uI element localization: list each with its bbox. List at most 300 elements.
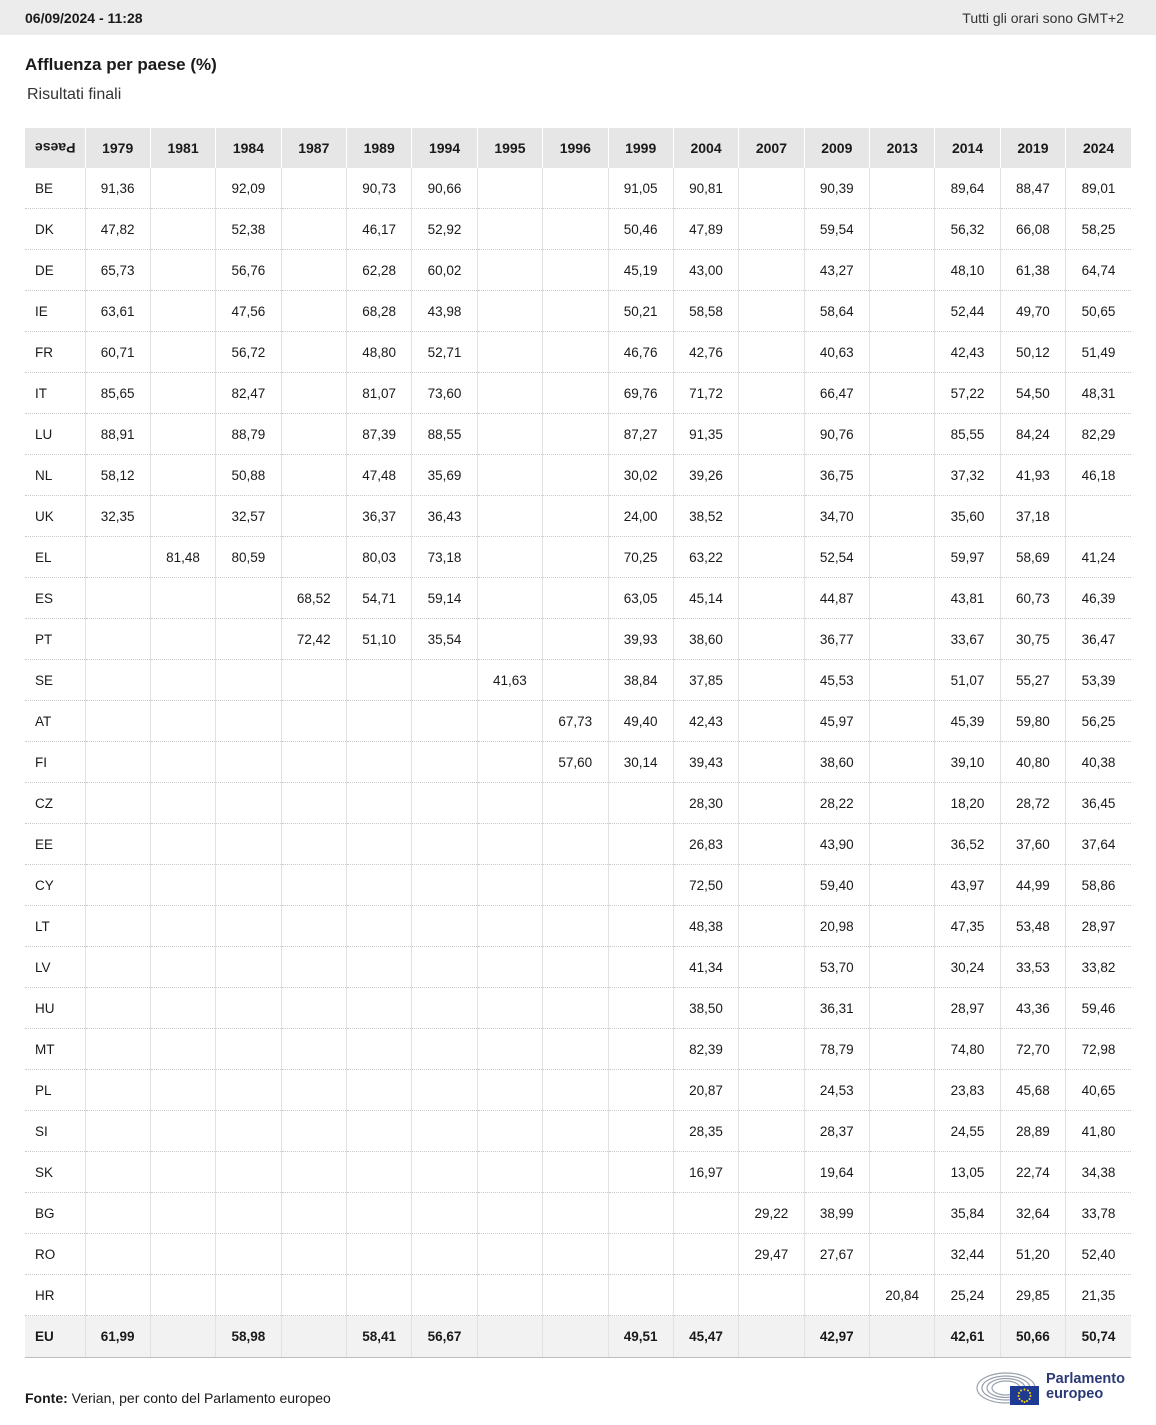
country-code-cell: UK — [25, 496, 85, 537]
logo-line-1: Parlamento — [1046, 1371, 1125, 1387]
turnout-cell — [347, 1275, 412, 1316]
table-row — [25, 988, 1131, 1029]
turnout-cell: 63,22 — [673, 537, 738, 578]
turnout-cell — [870, 1111, 935, 1152]
turnout-cell: 88,91 — [85, 414, 150, 455]
turnout-cell — [216, 1193, 281, 1234]
turnout-cell: 39,93 — [608, 619, 673, 660]
turnout-cell — [739, 988, 804, 1029]
turnout-cell: 82,39 — [673, 1029, 738, 1070]
turnout-cell — [477, 742, 542, 783]
turnout-cell — [150, 619, 215, 660]
turnout-cell: 36,45 — [1066, 783, 1131, 824]
turnout-cell: 28,37 — [804, 1111, 869, 1152]
country-code-cell: AT — [25, 701, 85, 742]
turnout-cell: 24,53 — [804, 1070, 869, 1111]
turnout-cell: 40,63 — [804, 332, 869, 373]
source-footer — [25, 1390, 331, 1406]
turnout-cell — [281, 783, 346, 824]
turnout-cell — [281, 1234, 346, 1275]
turnout-cell — [870, 578, 935, 619]
turnout-cell: 32,44 — [935, 1234, 1000, 1275]
turnout-cell — [150, 783, 215, 824]
turnout-cell — [412, 865, 477, 906]
turnout-cell: 42,43 — [673, 701, 738, 742]
turnout-cell — [85, 865, 150, 906]
turnout-cell: 47,82 — [85, 209, 150, 250]
table-row — [25, 1111, 1131, 1152]
table-row — [25, 373, 1131, 414]
table-row — [25, 865, 1131, 906]
turnout-cell — [85, 1234, 150, 1275]
turnout-cell — [543, 906, 608, 947]
source-label: Fonte: — [25, 1390, 68, 1406]
turnout-cell — [477, 455, 542, 496]
turnout-cell: 72,50 — [673, 865, 738, 906]
turnout-cell — [216, 660, 281, 701]
table-row — [25, 701, 1131, 742]
turnout-cell — [870, 988, 935, 1029]
turnout-cell — [477, 1275, 542, 1316]
turnout-cell — [870, 783, 935, 824]
country-code-cell: HU — [25, 988, 85, 1029]
turnout-cell — [150, 660, 215, 701]
turnout-cell — [150, 1275, 215, 1316]
turnout-cell — [150, 1152, 215, 1193]
column-header-year: 2014 — [935, 128, 1000, 168]
turnout-cell — [543, 1029, 608, 1070]
turnout-cell: 40,80 — [1000, 742, 1065, 783]
turnout-cell: 48,38 — [673, 906, 738, 947]
turnout-cell: 82,29 — [1066, 414, 1131, 455]
table-row — [25, 578, 1131, 619]
turnout-cell — [85, 1275, 150, 1316]
turnout-cell — [216, 701, 281, 742]
turnout-cell: 37,85 — [673, 660, 738, 701]
turnout-cell: 46,18 — [1066, 455, 1131, 496]
turnout-cell: 58,58 — [673, 291, 738, 332]
turnout-cell: 47,89 — [673, 209, 738, 250]
turnout-cell — [281, 537, 346, 578]
turnout-cell — [608, 1193, 673, 1234]
turnout-cell — [85, 1193, 150, 1234]
turnout-cell — [608, 824, 673, 865]
turnout-cell — [150, 250, 215, 291]
turnout-cell: 37,18 — [1000, 496, 1065, 537]
turnout-cell — [477, 619, 542, 660]
turnout-cell — [281, 373, 346, 414]
turnout-cell — [412, 1193, 477, 1234]
turnout-cell — [150, 291, 215, 332]
turnout-cell: 50,21 — [608, 291, 673, 332]
turnout-cell — [216, 1029, 281, 1070]
turnout-cell: 50,65 — [1066, 291, 1131, 332]
turnout-cell — [543, 1152, 608, 1193]
turnout-cell: 35,60 — [935, 496, 1000, 537]
turnout-cell — [870, 865, 935, 906]
parliament-logo — [976, 1368, 1125, 1406]
country-code-cell: SE — [25, 660, 85, 701]
turnout-cell: 48,80 — [347, 332, 412, 373]
turnout-cell — [739, 373, 804, 414]
turnout-cell: 38,52 — [673, 496, 738, 537]
turnout-cell — [543, 168, 608, 209]
turnout-cell — [543, 865, 608, 906]
turnout-cell — [870, 496, 935, 537]
turnout-cell: 59,14 — [412, 578, 477, 619]
turnout-cell — [85, 660, 150, 701]
turnout-cell — [739, 1275, 804, 1316]
turnout-cell — [870, 537, 935, 578]
turnout-cell — [281, 865, 346, 906]
column-header-year: 1981 — [150, 128, 215, 168]
turnout-cell — [150, 1234, 215, 1275]
turnout-cell: 59,54 — [804, 209, 869, 250]
turnout-cell — [150, 988, 215, 1029]
country-code-cell: PT — [25, 619, 85, 660]
turnout-cell — [608, 906, 673, 947]
turnout-cell: 28,35 — [673, 1111, 738, 1152]
turnout-cell — [412, 947, 477, 988]
turnout-cell: 74,80 — [935, 1029, 1000, 1070]
turnout-cell: 30,75 — [1000, 619, 1065, 660]
turnout-cell — [870, 619, 935, 660]
turnout-cell: 50,12 — [1000, 332, 1065, 373]
turnout-cell — [412, 660, 477, 701]
turnout-cell — [870, 1234, 935, 1275]
turnout-cell: 39,10 — [935, 742, 1000, 783]
turnout-cell: 38,60 — [804, 742, 869, 783]
column-header-year: 2004 — [673, 128, 738, 168]
turnout-cell — [739, 1316, 804, 1358]
turnout-cell — [739, 1152, 804, 1193]
turnout-cell: 56,67 — [412, 1316, 477, 1358]
turnout-cell — [739, 168, 804, 209]
table-row — [25, 1070, 1131, 1111]
turnout-cell — [543, 250, 608, 291]
table-row — [25, 619, 1131, 660]
column-header-year: 2013 — [870, 128, 935, 168]
turnout-cell: 47,48 — [347, 455, 412, 496]
turnout-cell — [85, 742, 150, 783]
turnout-cell: 37,64 — [1066, 824, 1131, 865]
country-code-cell: FI — [25, 742, 85, 783]
turnout-cell: 52,71 — [412, 332, 477, 373]
table-row — [25, 1275, 1131, 1316]
turnout-cell: 34,70 — [804, 496, 869, 537]
turnout-cell: 72,98 — [1066, 1029, 1131, 1070]
turnout-cell: 42,61 — [935, 1316, 1000, 1358]
turnout-cell — [150, 496, 215, 537]
turnout-cell — [543, 414, 608, 455]
turnout-cell — [543, 1111, 608, 1152]
table-header-row — [25, 128, 1131, 168]
turnout-cell — [281, 1111, 346, 1152]
turnout-cell — [347, 1152, 412, 1193]
turnout-cell — [477, 783, 542, 824]
turnout-cell — [412, 742, 477, 783]
turnout-cell: 38,84 — [608, 660, 673, 701]
turnout-cell: 56,25 — [1066, 701, 1131, 742]
turnout-cell — [347, 1193, 412, 1234]
turnout-cell: 32,64 — [1000, 1193, 1065, 1234]
column-header-country: Paese — [25, 128, 85, 168]
turnout-cell — [412, 701, 477, 742]
turnout-cell — [739, 947, 804, 988]
table-row — [25, 947, 1131, 988]
turnout-cell: 59,97 — [935, 537, 1000, 578]
turnout-cell: 47,56 — [216, 291, 281, 332]
country-code-cell: LV — [25, 947, 85, 988]
turnout-cell — [150, 1111, 215, 1152]
turnout-cell: 28,22 — [804, 783, 869, 824]
turnout-cell — [608, 1029, 673, 1070]
turnout-cell — [281, 1152, 346, 1193]
turnout-cell: 72,42 — [281, 619, 346, 660]
turnout-cell — [543, 1275, 608, 1316]
turnout-cell — [216, 865, 281, 906]
turnout-cell: 29,85 — [1000, 1275, 1065, 1316]
turnout-cell: 28,89 — [1000, 1111, 1065, 1152]
turnout-cell — [150, 1316, 215, 1358]
turnout-cell — [150, 414, 215, 455]
turnout-cell: 88,79 — [216, 414, 281, 455]
turnout-cell: 30,14 — [608, 742, 673, 783]
turnout-cell: 36,31 — [804, 988, 869, 1029]
turnout-cell: 39,43 — [673, 742, 738, 783]
turnout-cell: 20,98 — [804, 906, 869, 947]
turnout-cell: 53,48 — [1000, 906, 1065, 947]
turnout-cell: 45,47 — [673, 1316, 738, 1358]
turnout-cell: 85,65 — [85, 373, 150, 414]
turnout-cell — [739, 414, 804, 455]
turnout-cell: 36,75 — [804, 455, 869, 496]
turnout-cell — [477, 1111, 542, 1152]
turnout-cell: 51,20 — [1000, 1234, 1065, 1275]
turnout-cell — [608, 783, 673, 824]
turnout-cell — [150, 578, 215, 619]
turnout-cell: 20,87 — [673, 1070, 738, 1111]
turnout-cell: 32,35 — [85, 496, 150, 537]
turnout-cell: 45,97 — [804, 701, 869, 742]
turnout-cell — [347, 1029, 412, 1070]
country-code-cell: ES — [25, 578, 85, 619]
turnout-cell — [150, 824, 215, 865]
turnout-cell — [870, 455, 935, 496]
turnout-cell — [739, 1111, 804, 1152]
turnout-cell: 58,98 — [216, 1316, 281, 1358]
turnout-cell — [216, 619, 281, 660]
turnout-cell — [281, 414, 346, 455]
turnout-cell — [870, 824, 935, 865]
turnout-cell — [870, 1029, 935, 1070]
turnout-cell — [150, 701, 215, 742]
column-header-year: 1979 — [85, 128, 150, 168]
turnout-cell — [412, 906, 477, 947]
turnout-cell — [281, 660, 346, 701]
turnout-cell — [543, 1193, 608, 1234]
turnout-cell — [739, 824, 804, 865]
turnout-cell: 36,43 — [412, 496, 477, 537]
turnout-cell: 49,40 — [608, 701, 673, 742]
turnout-cell — [739, 783, 804, 824]
turnout-cell — [281, 1275, 346, 1316]
turnout-cell: 36,52 — [935, 824, 1000, 865]
turnout-cell — [412, 988, 477, 1029]
country-code-cell: LT — [25, 906, 85, 947]
column-header-year: 1989 — [347, 128, 412, 168]
turnout-cell — [543, 824, 608, 865]
turnout-cell: 44,99 — [1000, 865, 1065, 906]
turnout-cell — [477, 250, 542, 291]
table-row — [25, 209, 1131, 250]
turnout-cell: 66,47 — [804, 373, 869, 414]
turnout-cell — [608, 947, 673, 988]
turnout-cell: 41,80 — [1066, 1111, 1131, 1152]
turnout-cell — [870, 1152, 935, 1193]
turnout-cell — [477, 947, 542, 988]
turnout-cell — [85, 824, 150, 865]
turnout-cell — [347, 906, 412, 947]
turnout-cell — [281, 824, 346, 865]
table-row — [25, 414, 1131, 455]
turnout-cell — [347, 865, 412, 906]
turnout-cell: 91,36 — [85, 168, 150, 209]
turnout-cell: 41,34 — [673, 947, 738, 988]
turnout-cell — [347, 988, 412, 1029]
turnout-cell: 54,71 — [347, 578, 412, 619]
column-header-year: 2019 — [1000, 128, 1065, 168]
turnout-cell — [477, 906, 542, 947]
logo-line-2: europeo — [1046, 1386, 1104, 1402]
turnout-cell — [412, 1234, 477, 1275]
turnout-cell: 88,47 — [1000, 168, 1065, 209]
turnout-cell — [543, 209, 608, 250]
turnout-cell — [739, 865, 804, 906]
turnout-cell: 63,61 — [85, 291, 150, 332]
turnout-cell — [347, 1070, 412, 1111]
turnout-cell — [216, 742, 281, 783]
turnout-cell — [477, 373, 542, 414]
country-code-cell: MT — [25, 1029, 85, 1070]
turnout-cell — [739, 496, 804, 537]
turnout-cell — [739, 660, 804, 701]
turnout-cell — [608, 865, 673, 906]
turnout-cell — [543, 496, 608, 537]
turnout-cell: 64,74 — [1066, 250, 1131, 291]
turnout-cell: 42,43 — [935, 332, 1000, 373]
country-code-cell: NL — [25, 455, 85, 496]
turnout-cell: 24,00 — [608, 496, 673, 537]
turnout-cell — [281, 168, 346, 209]
turnout-cell — [870, 1070, 935, 1111]
turnout-cell: 48,31 — [1066, 373, 1131, 414]
country-code-cell: IE — [25, 291, 85, 332]
turnout-cell: 53,70 — [804, 947, 869, 988]
turnout-cell: 52,40 — [1066, 1234, 1131, 1275]
turnout-cell — [281, 1029, 346, 1070]
turnout-cell: 19,64 — [804, 1152, 869, 1193]
turnout-cell — [347, 742, 412, 783]
turnout-cell: 73,18 — [412, 537, 477, 578]
turnout-cell — [608, 1111, 673, 1152]
column-header-year: 1987 — [281, 128, 346, 168]
turnout-cell: 16,97 — [673, 1152, 738, 1193]
turnout-cell: 59,80 — [1000, 701, 1065, 742]
turnout-cell — [804, 1275, 869, 1316]
turnout-cell: 42,76 — [673, 332, 738, 373]
table-row — [25, 291, 1131, 332]
turnout-cell: 90,81 — [673, 168, 738, 209]
turnout-cell — [150, 1070, 215, 1111]
column-header-year: 1999 — [608, 128, 673, 168]
turnout-cell — [85, 537, 150, 578]
turnout-cell: 89,64 — [935, 168, 1000, 209]
turnout-cell: 33,78 — [1066, 1193, 1131, 1234]
turnout-cell — [412, 1275, 477, 1316]
turnout-cell: 66,08 — [1000, 209, 1065, 250]
turnout-cell: 38,99 — [804, 1193, 869, 1234]
turnout-cell: 45,19 — [608, 250, 673, 291]
turnout-cell: 36,47 — [1066, 619, 1131, 660]
turnout-cell — [281, 1193, 346, 1234]
turnout-cell — [281, 332, 346, 373]
turnout-cell — [739, 742, 804, 783]
turnout-cell: 58,12 — [85, 455, 150, 496]
turnout-cell — [150, 947, 215, 988]
turnout-cell: 13,05 — [935, 1152, 1000, 1193]
turnout-cell: 43,27 — [804, 250, 869, 291]
turnout-cell — [412, 1070, 477, 1111]
turnout-cell: 50,66 — [1000, 1316, 1065, 1358]
turnout-cell — [216, 906, 281, 947]
turnout-cell: 91,05 — [608, 168, 673, 209]
table-total-row — [25, 1316, 1131, 1358]
turnout-cell: 51,07 — [935, 660, 1000, 701]
turnout-cell — [870, 332, 935, 373]
country-code-cell: SI — [25, 1111, 85, 1152]
country-code-cell: IT — [25, 373, 85, 414]
turnout-cell: 52,38 — [216, 209, 281, 250]
turnout-cell — [543, 373, 608, 414]
turnout-cell: 59,40 — [804, 865, 869, 906]
turnout-cell: 50,88 — [216, 455, 281, 496]
turnout-cell — [608, 1234, 673, 1275]
turnout-cell — [85, 578, 150, 619]
turnout-cell — [347, 947, 412, 988]
turnout-cell: 81,07 — [347, 373, 412, 414]
column-header-year: 2009 — [804, 128, 869, 168]
turnout-cell — [870, 291, 935, 332]
turnout-cell — [477, 578, 542, 619]
turnout-cell — [412, 1029, 477, 1070]
table-row — [25, 1234, 1131, 1275]
turnout-cell — [673, 1275, 738, 1316]
turnout-cell — [543, 619, 608, 660]
turnout-cell — [477, 701, 542, 742]
country-code-cell: CZ — [25, 783, 85, 824]
turnout-cell — [477, 1316, 542, 1358]
turnout-cell: 22,74 — [1000, 1152, 1065, 1193]
turnout-cell — [477, 291, 542, 332]
turnout-cell: 56,72 — [216, 332, 281, 373]
page-title: Affluenza per paese (%) — [25, 55, 217, 74]
turnout-cell: 69,76 — [608, 373, 673, 414]
column-header-year: 1995 — [477, 128, 542, 168]
turnout-cell: 40,38 — [1066, 742, 1131, 783]
turnout-cell — [739, 209, 804, 250]
turnout-cell — [870, 373, 935, 414]
